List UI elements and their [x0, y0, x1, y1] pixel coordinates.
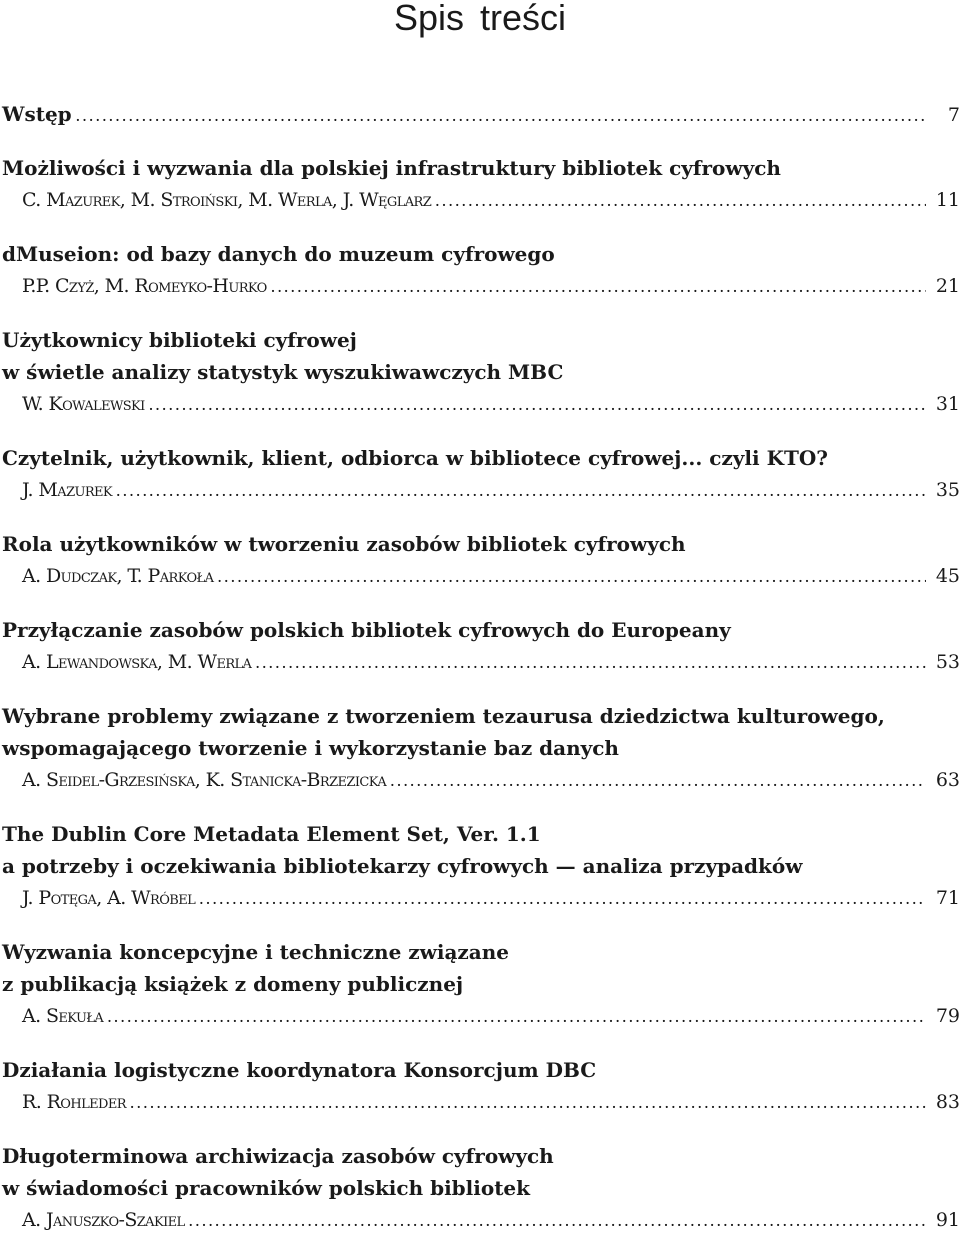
- dot-leader: [185, 1204, 926, 1236]
- toc-entry[interactable]: [0, 700, 960, 796]
- entry-title: Użytkownicy biblioteki cyfrowej: [2, 328, 357, 352]
- entry-meta-line: [0, 184, 960, 216]
- page-title: Spis treści: [393, 0, 567, 38]
- entry-title: Czytelnik, użytkownik, klient, odbiorca w bibliotece cyfrowej... czyli KTO?: [2, 446, 828, 470]
- entry-authors: J. Mazurek: [22, 479, 113, 501]
- toc-entry[interactable]: [0, 1054, 960, 1118]
- entry-spacer: [0, 678, 960, 700]
- entry-spacer: [0, 506, 960, 528]
- entry-meta-line: [0, 1000, 960, 1032]
- entry-title: z publikacją książek z domeny publicznej: [2, 972, 464, 996]
- toc-entry[interactable]: [0, 614, 960, 678]
- page-number: 63: [935, 769, 960, 791]
- dot-leader: [431, 184, 926, 216]
- entry-authors: J. Potęga, A. Wróbel: [22, 887, 196, 909]
- entry-title: a potrzeby i oczekiwania bibliotekarzy cyfrowych — analiza przypadków: [2, 854, 803, 878]
- entry-spacer: [0, 914, 960, 936]
- toc-entry[interactable]: [0, 818, 960, 914]
- entry-title: Wstęp: [2, 102, 72, 126]
- page-number: 31: [935, 393, 960, 415]
- page-number: 53: [935, 651, 960, 673]
- entry-spacer: [0, 216, 960, 238]
- entry-title: w świadomości pracowników polskich bibliotek: [2, 1176, 531, 1200]
- toc-entry[interactable]: [0, 152, 960, 216]
- entry-title: Rola użytkowników w tworzeniu zasobów bibliotek cyfrowych: [2, 532, 686, 556]
- entry-spacer: [0, 796, 960, 818]
- entry-meta-line: [0, 1086, 960, 1118]
- entry-authors: A. Seidel-Grzesińska, K. Stanicka-Brzezicka: [22, 769, 387, 791]
- entry-meta-line: [0, 1204, 960, 1236]
- entry-title: Długoterminowa archiwizacja zasobów cyfrowych: [2, 1144, 554, 1168]
- toc-entry[interactable]: [0, 98, 960, 130]
- entry-authors: A. Sekuła: [22, 1005, 104, 1027]
- entry-authors: C. Mazurek, M. Stroiński, M. Werla, J. Węglarz: [22, 189, 432, 211]
- page-number: 79: [935, 1005, 960, 1027]
- entry-meta-line: [0, 764, 960, 796]
- page-number: 35: [935, 479, 960, 501]
- entry-authors: A. Lewandowska, M. Werla: [22, 651, 252, 673]
- dot-leader: [267, 270, 926, 302]
- dot-leader: [72, 99, 926, 131]
- entry-authors: A. Dudczak, T. Parkoła: [22, 565, 214, 587]
- page-number: 91: [935, 1209, 960, 1231]
- entry-title: dMuseion: od bazy danych do muzeum cyfrowego: [2, 242, 555, 266]
- entry-spacer: [0, 1118, 960, 1140]
- toc-entry[interactable]: [0, 442, 960, 506]
- entry-title: w świetle analizy statystyk wyszukiwawczych MBC: [2, 360, 564, 384]
- page-number: 71: [935, 887, 960, 909]
- page-number: 11: [935, 189, 960, 211]
- toc-entry[interactable]: [0, 324, 960, 420]
- entry-title: Przyłączanie zasobów polskich bibliotek cyfrowych do Europeany: [2, 618, 731, 642]
- entry-authors: A. Januszko-Szakiel: [22, 1209, 185, 1231]
- entry-spacer: [0, 130, 960, 152]
- dot-leader: [112, 474, 926, 506]
- entry-authors: W. Kowalewski: [22, 393, 145, 415]
- entry-spacer: [0, 420, 960, 442]
- entry-meta-line: [0, 474, 960, 506]
- entry-meta-line: [0, 270, 960, 302]
- entry-meta-line: [0, 388, 960, 420]
- toc-entry[interactable]: [0, 1140, 960, 1236]
- entry-title: Wyzwania koncepcyjne i techniczne związane: [2, 940, 509, 964]
- entry-meta-line: [0, 882, 960, 914]
- toc-entry[interactable]: [0, 528, 960, 592]
- entry-title: Działania logistyczne koordynatora Konsorcjum DBC: [2, 1058, 597, 1082]
- page-number: 83: [935, 1091, 960, 1113]
- entry-authors: P.P. Czyż, M. Romeyko-Hurko: [22, 275, 267, 297]
- entry-title: Możliwości i wyzwania dla polskiej infrastruktury bibliotek cyfrowych: [2, 156, 781, 180]
- toc-entry[interactable]: [0, 936, 960, 1032]
- dot-leader: [213, 560, 925, 592]
- toc-entry-line: [0, 98, 960, 130]
- toc-entry[interactable]: [0, 238, 960, 302]
- page-number: 21: [935, 275, 960, 297]
- dot-leader: [386, 764, 926, 796]
- dot-leader: [145, 388, 926, 420]
- entry-title: Wybrane problemy związane z tworzeniem tezaurusa dziedzictwa kulturowego,: [2, 704, 885, 728]
- entry-authors: R. Rohleder: [22, 1091, 126, 1113]
- entry-spacer: [0, 1032, 960, 1054]
- dot-leader: [251, 646, 925, 678]
- entry-title: The Dublin Core Metadata Element Set, Ver. 1.1: [2, 822, 541, 846]
- entry-spacer: [0, 302, 960, 324]
- entry-title: wspomagającego tworzenie i wykorzystanie baz danych: [2, 736, 619, 760]
- entry-meta-line: [0, 560, 960, 592]
- page-number: 7: [947, 104, 960, 126]
- dot-leader: [126, 1086, 926, 1118]
- page-number: 45: [935, 565, 960, 587]
- entry-meta-line: [0, 646, 960, 678]
- entry-spacer: [0, 592, 960, 614]
- table-of-contents: [0, 98, 960, 1236]
- dot-leader: [103, 1000, 926, 1032]
- dot-leader: [195, 882, 926, 914]
